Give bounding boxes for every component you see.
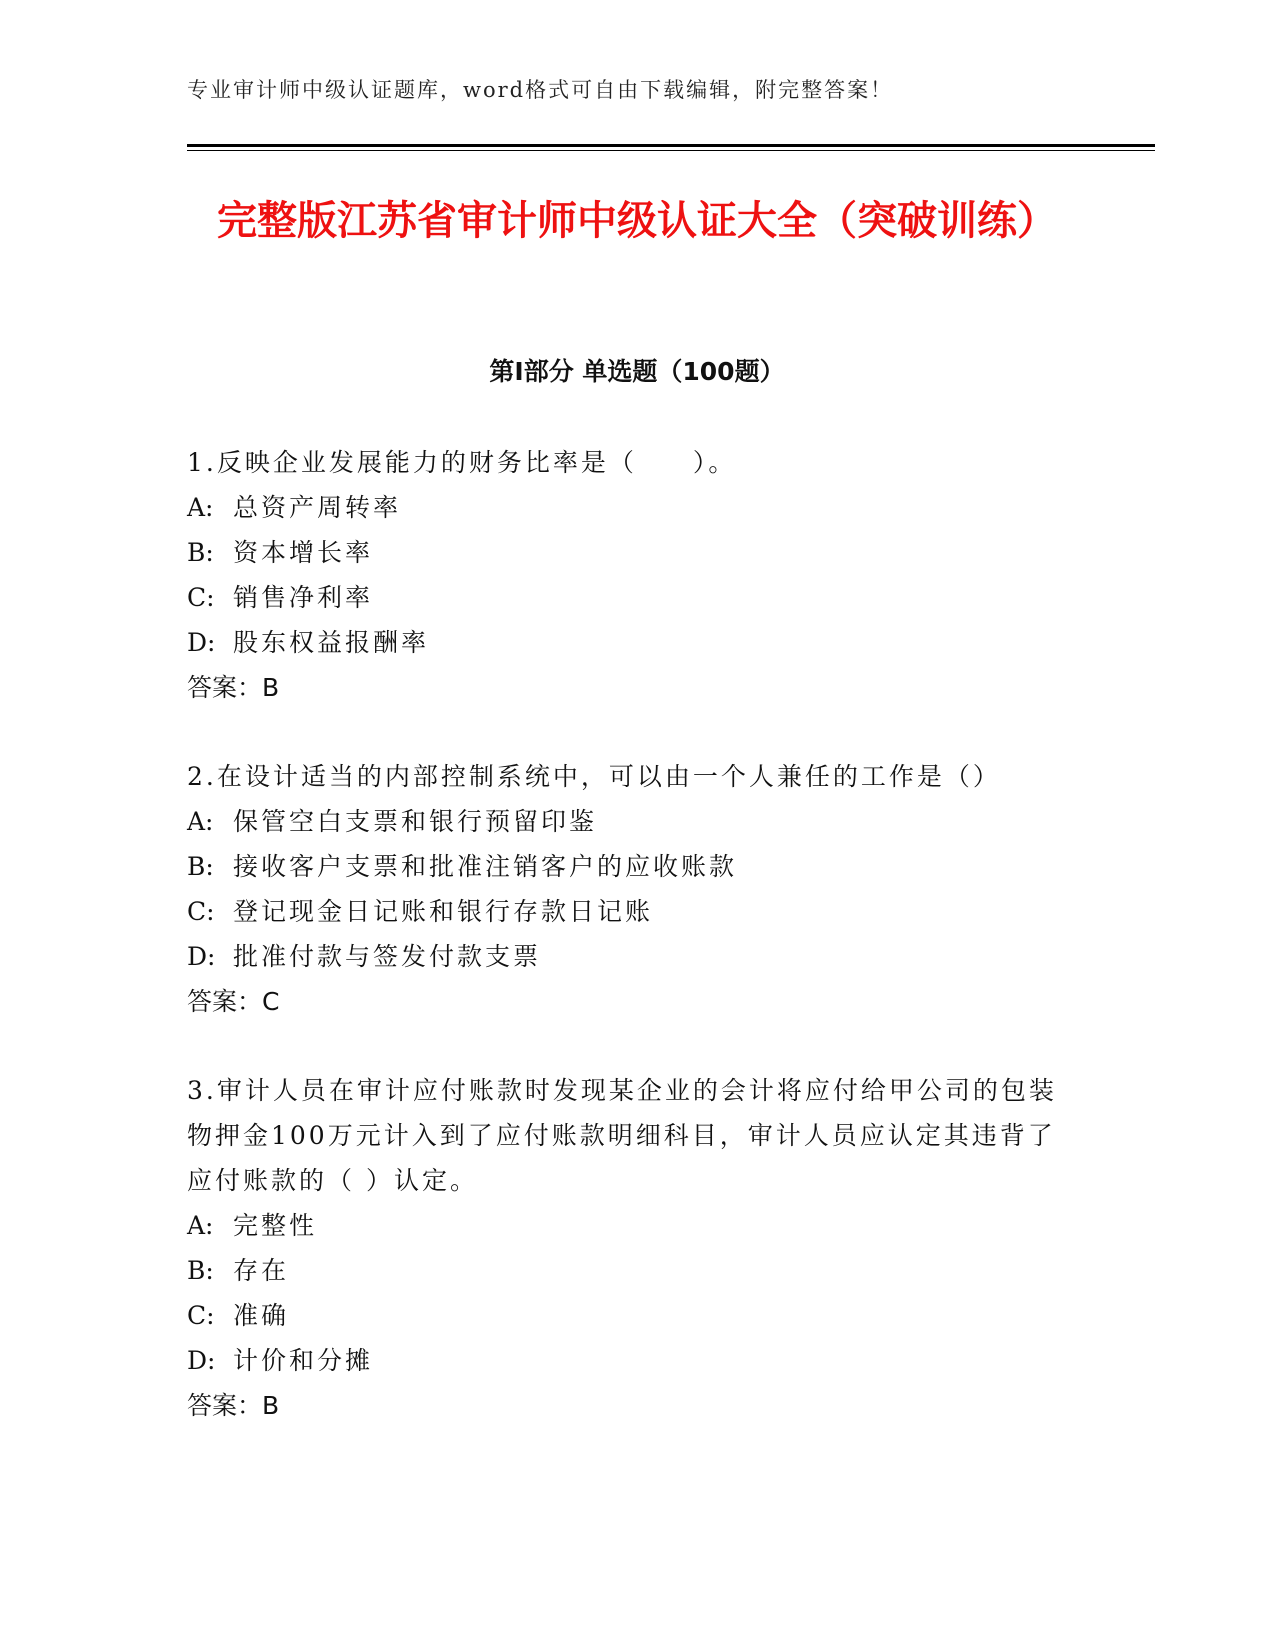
option-text: 股东权益报酬率 (233, 628, 430, 657)
section-title: 第Ⅰ部分 单选题（100题） (489, 357, 785, 386)
option-a (187, 799, 1067, 844)
answer-line (187, 1383, 1067, 1428)
option-b (187, 844, 1067, 889)
option-key: B: (187, 1256, 214, 1285)
option-key: C: (187, 583, 215, 612)
option-text: 计价和分摊 (233, 1346, 374, 1375)
option-a (187, 1203, 1067, 1248)
option-key: A: (187, 807, 214, 836)
option-key: D: (187, 942, 216, 971)
option-c (187, 575, 1067, 620)
option-text: 准确 (233, 1301, 290, 1330)
header-rule-thin (187, 150, 1155, 151)
option-key: D: (187, 628, 216, 657)
option-key: C: (187, 1301, 215, 1330)
option-text: 总资产周转率 (233, 493, 402, 522)
answer-line (187, 979, 1067, 1024)
answer-label: 答案： (187, 987, 263, 1016)
question-stem: 3.审计人员在审计应付账款时发现某企业的会计将应付给甲公司的包装物押金100万元计入到了应付账款明细科目，审计人员应认定其违背了应付账款的（ ）认定。 (187, 1076, 1057, 1195)
option-text: 完整性 (233, 1211, 318, 1240)
option-key: B: (187, 852, 214, 881)
option-key: C: (187, 897, 215, 926)
answer-value: C (262, 987, 280, 1016)
option-d (187, 934, 1067, 979)
option-text: 登记现金日记账和银行存款日记账 (233, 897, 654, 926)
option-text: 存在 (233, 1256, 290, 1285)
header-rule-thick (187, 144, 1155, 147)
option-b (187, 1248, 1067, 1293)
option-key: A: (187, 1211, 214, 1240)
question-stem: 1.反映企业发展能力的财务比率是（ ）。 (187, 448, 737, 477)
document-title: 完整版江苏省审计师中级认证大全（突破训练） (217, 198, 1057, 244)
question-stem: 2.在设计适当的内部控制系统中，可以由一个人兼任的工作是（） (187, 762, 1001, 791)
answer-value: B (262, 673, 280, 702)
answer-label: 答案： (187, 1391, 263, 1420)
answer-line (187, 665, 1067, 710)
answer-value: B (262, 1391, 280, 1420)
question-2 (187, 754, 1067, 1024)
page-header: 专业审计师中级认证题库，word格式可自由下载编辑，附完整答案！ (187, 78, 894, 102)
option-text: 批准付款与签发付款支票 (233, 942, 542, 971)
option-d (187, 1338, 1067, 1383)
option-b (187, 530, 1067, 575)
option-key: B: (187, 538, 214, 567)
option-a (187, 485, 1067, 530)
question-3 (187, 1068, 1067, 1428)
option-text: 接收客户支票和批准注销客户的应收账款 (233, 852, 738, 881)
option-c (187, 1293, 1067, 1338)
option-key: D: (187, 1346, 216, 1375)
option-key: A: (187, 493, 214, 522)
question-list (187, 440, 1067, 1472)
answer-label: 答案： (187, 673, 263, 702)
option-text: 保管空白支票和银行预留印鉴 (233, 807, 598, 836)
option-text: 资本增长率 (233, 538, 374, 567)
question-1 (187, 440, 1067, 710)
option-d (187, 620, 1067, 665)
option-c (187, 889, 1067, 934)
option-text: 销售净利率 (233, 583, 374, 612)
